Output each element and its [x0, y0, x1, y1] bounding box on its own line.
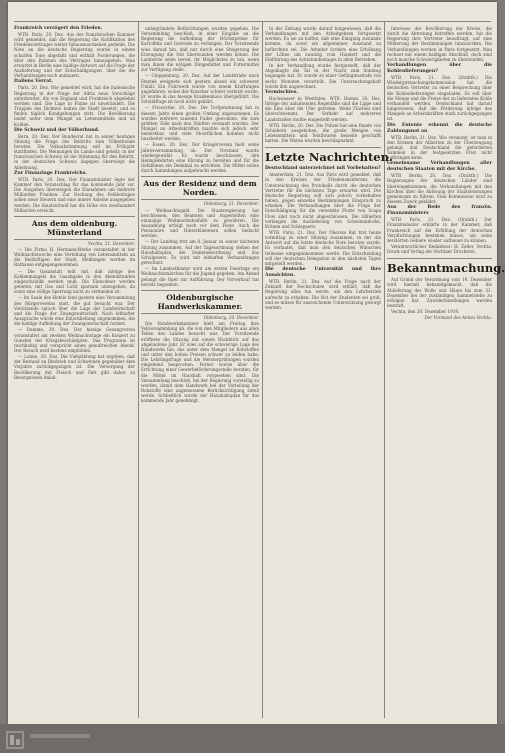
article-headline: Gemeinsame Verhandlungen aller deutschen Staaten mit der Kirche. [387, 161, 492, 173]
article-paragraph: Verantwortlicher Redakteur: H. Zeller, Vechta. Druck und Verlag der Vechtaer Druckerei. [387, 244, 492, 255]
article-paragraph: WTB. Berlin, 20. Dez. Die Polizei hat eine Bande von Schiebern ausgehoben, die große Mengen von Lebensmitteln und Textilwaren beiseite geschafft hatten. Die Waren wurden beschlagnahmt. [265, 122, 381, 144]
article-paragraph: — Im Saale des Hotels fand gestern eine Versammlung des Bürgervereins statt, die gut besucht war. Der Vorsitzende sprach über die Lage der Landwirtschaft und die Frage der Zwangswirtschaft. Nach lebhafter Aussprache wurde eine Entschließung angenommen, die die baldige Aufhebung der Zwangswirtschaft fordert. [14, 295, 135, 327]
article-paragraph: Auf Grund der Verordnung vom 19. Dezember wird hiermit bekanntgemacht, daß die Ablieferung der Wolle und Häute bis zum 31. Dezember bei der zuständigen Sammelstelle zu erfolgen hat. Zuwiderhandlungen werden bestraft. [387, 277, 492, 309]
article-paragraph: Vechta, den 20. Dezember 1919. [391, 309, 460, 315]
column-rule [384, 22, 385, 718]
section-header: Oldenburgische Handwerkskammer. [141, 290, 259, 314]
column-4 [387, 26, 505, 718]
large-headline: Letzte Nachrichten. [265, 147, 381, 164]
article-paragraph: Die Handwerkskammer hielt am Freitag ihre Vollversammlung ab, die von den Mitgliedern aus allen Teilen des Landes besucht war. Der Vorsitzende eröffnete die Sitzung mit einem Rückblick auf das abgelaufene Jahr. Er wies auf die schwierige Lage des Handwerks hin, das unter dem Mangel an Rohstoffen und unter den hohen Preisen schwer zu leiden habe. Die Lehrlingsfrage und die Meisterprüfungen wurden eingehend besprochen. Ferner wurde über die Errichtung einer Gewerbeförderungsstelle beraten, für die Mittel im Haushalt vorgesehen sind. Die Versammlung beschloß, bei der Regierung vorstellig zu werden, damit dem Handwerk bei der Verteilung der Rohstoffe eine angemessene Berücksichtigung zuteil werde. Schließlich wurde der Haushaltsplan für das kommende Jahr genehmigt. [141, 321, 259, 404]
article-paragraph: WTB. Paris, 21. Dez. (Drahtb.) Die Wiedergutmachungskommission hat die deutschen Vertreter zu einer Besprechung über die Kohlenlieferungen eingeladen. Es soll über die Menge und die Preise der zu liefernden Kohle verhandelt werden. Deutschland hat darauf hingewiesen, daß die Förderung infolge des Mangels an Arbeitskräften stark zurückgegangen ist. [387, 75, 492, 122]
article-headline: Die Schweiz und der Völkerbund. [14, 127, 100, 133]
article-headline: Vermischtes. [265, 89, 299, 95]
article-paragraph: — Damme, 20. Dez. Der hiesige Gesangverein veranstaltet am zweiten Weihnachtstage ein Konzert zu Gunsten der Kriegsbeschädigten. Das Programm ist reichhaltig und verspricht einen genußreichen Abend. Der Besuch wird bestens empfohlen. [14, 327, 135, 353]
article-paragraph: — Lohne, 20. Dez. Die Viehzählung hat ergeben, daß der Bestand an Rindvieh und Schweinen gegenüber dem Vorjahre zurückgegangen ist. Die Versorgung der Bevölkerung mit Fleisch und Fett gibt daher zu Besorgnissen Anlaß. [14, 354, 135, 380]
article-headline: Italiens Verrat. [14, 79, 53, 85]
column-rule [138, 22, 139, 718]
article-headline: Deutschland unterzeichnet mit Vorbehalten? [265, 166, 381, 172]
article-paragraph: — Weihnachtsgeld. Die Staatsregierung hat beschlossen, den Beamten und Angestellten eine einmalige Weihnachtsbeihilfe zu gewähren. Die Auszahlung erfolgt noch vor dem Feste. Auch die Pensionäre und Hinterbliebenen sollen bedacht werden. [141, 207, 259, 239]
article-paragraph: — Cloppenburg, 20. Dez. Auf der Landstraße nach Emstek ereignete sich gestern abend ein schwerer Unfall. Ein Fuhrwerk wurde von einem Kraftwagen angefahren, wobei der Kutscher schwer verletzt wurde. Er wurde in das hiesige Krankenhaus übergeführt. Die Schuldfrage ist noch nicht geklärt. [141, 73, 259, 105]
article-paragraph: In der Verhandlung wurde festgestellt, daß der Angeklagte die Tat in der Nacht zum Sonntag begangen hat. Er wurde zu einer Gefängnisstrafe von sechs Monaten verurteilt. Die Untersuchungshaft wurde ihm angerechnet. [265, 63, 381, 89]
column-3 [265, 26, 393, 718]
article-headline: Frankreich verzögert den Frieden. [14, 26, 103, 31]
newspaper-page [8, 2, 505, 724]
article-headline: Verhandlungen über die Kohlenlieferungen? [387, 63, 492, 75]
column-rule [262, 22, 263, 718]
article-paragraph: WTB. Berlin, 21. Dez. Wie verlautet, ist man in den Kreisen der Alliierten zu der Überzeugung gelangt, daß Deutschland die geforderten Summen in der festgesetzten Frist nicht aufbringen kann. [387, 134, 492, 161]
article-headline: Die deutsche Universität und ihre Aussichten. [265, 267, 381, 279]
article-paragraph: Amsterdam, 21. Dez. Aus Paris wird gemeldet, daß in den Kreisen der Friedenskonferenz die Unterzeichnung des Protokolls durch die deutschen Vertreter für die nächsten Tage erwartet wird. Die deutsche Regierung soll sich jedoch vorbehalten haben, gegen einzelne Bestimmungen Einspruch zu erheben. Die Verhandlungen über die Frage der Entschädigung für die versenkte Flotte von Scapa Flow sind noch nicht abgeschlossen. Die Alliierten verlangen die Auslieferung von Schwimmdocks, Kränen und Schleppern. [265, 172, 381, 229]
article-paragraph: WTB. Berlin, 21. Dez. Auf die Frage nach der Zukunft der Hochschulen wird erklärt, daß die Regierung alles tun werde, um den Lehrbetrieb aufrecht zu erhalten. Die Not der Studenten sei groß, und es müsse für ausreichende Unterstützung gesorgt werden. [265, 279, 381, 310]
article-paragraph: Interesse der Bevölkerung der Kreise, die durch die Abtretung betroffen werden, hat die Regierung ihre Vertreter beauftragt, auf eine Milderung der Bestimmungen hinzuwirken. Die Verhandlungen werden in Paris fortgesetzt. Man rechnet mit einem baldigen Abschluß, doch sind noch manche Schwierigkeiten zu überwinden. [387, 26, 492, 62]
large-headline: Bekanntmachung. [387, 258, 492, 275]
article-paragraph: unbegründete Befürchtungen wurden gegeben. Die Versammlung beschloß, in einer Eingabe an die Regierung die Aufhebung der Höchstpreise für Kartoffeln und Getreide zu verlangen. Der Vorsitzende wies darauf hin, daß nur durch eine Steigerung der Erzeugung die Not überwunden werden könne. Die Landwirte seien bereit, ihr Möglichstes zu tun, wenn man ihnen die nötigen Düngemittel und Futtermittel zur Verfügung stelle. [141, 26, 259, 73]
scan-marker-bar [30, 734, 90, 738]
section-header: Aus der Residenz und dem Norden. [141, 176, 259, 200]
article-paragraph: — Im Landestheater wird am ersten Feiertage ein Weihnachtsmärchen für die Jugend gegeben. Am Abend gelangt die Oper zur Aufführung. Der Vorverkauf hat bereits begonnen. [141, 266, 259, 287]
article-headline: Die Entente erkennt die deutsche Zahlungsnot an [387, 122, 492, 134]
article-paragraph: WTB. Paris, 21. Dez. Der Oberste Rat trat heute vormittag zu einer Sitzung zusammen, in der die Antwort auf die letzte deutsche Note beraten wurde. Es verlautet, daß man den deutschen Wünschen teilweise entgegenkommen werde. Die Entscheidung soll der deutschen Delegation in den nächsten Tagen mitgeteilt werden. [265, 230, 381, 266]
article-paragraph: WTB. Paris, 21. Dez. (Drahtb.) Der Finanzminister erklärte in der Kammer, daß Frankreich auf die Erfüllung der deutschen Verpflichtungen bestehen müsse, um seine zerstörten Gebiete wieder aufbauen zu können. [387, 217, 492, 243]
signature-line: Der Vorstand des Amtes Vechta. [424, 315, 492, 321]
article-paragraph: — Essen, 20. Dez. Der Kriegerverein hielt seine Jahresversammlung ab. Der Vorstand wurde wiedergewählt. Es wurde beschlossen, den Heimgekehrten eine Ehrung zu bereiten und für die Gefallenen ein Denkmal zu errichten. Die Mittel sollen durch Sammlungen aufgebracht werden. [141, 142, 259, 174]
header-rule [14, 21, 491, 22]
article-paragraph: — Die Gasanstalt teilt mit, daß infolge des Kohlenmangels die Gasabgabe in den Abendstunden eingeschränkt werden muß. Die Einwohner werden gebeten, mit Gas und Licht sparsam umzugehen, da sonst eine völlige Sperrung nicht zu vermeiden ist. [14, 268, 135, 295]
dateline: Vechta, 21. Dezember. [88, 240, 135, 246]
dateline: Oldenburg, 20. Dezember. [203, 314, 259, 320]
section-header: Aus dem oldenburg. Münsterland [14, 216, 135, 240]
article-paragraph: WTB. Paris, 20. Dez. Aus der französischen Kammer wird gemeldet, daß die Regierung die Ratifikation des Friedensvertrages weiter hinauszuschieben gedenkt. Die Note an die deutsche Regierung wurde in einem scharfen Tone abgefaßt und enthält Forderungen, die über den Rahmen des Vertrages hinausgehen. Man erwartet in Berlin eine baldige Antwort auf die Frage der Auslieferung und der Entschädigungen, über die die Verhandlungen noch andauern. [14, 32, 135, 79]
scanner-background [0, 724, 505, 753]
article-paragraph: In der Zeitung wurde darauf hingewiesen, daß die Verhandlungen mit den Arbeitgebern fortgesetzt werden. Es sei zu hoffen, daß eine Einigung zustande komme, da sonst ein allgemeiner Ausstand zu befürchten sei. Die Arbeiter fordern eine Erhöhung der Löhne um zwanzig vom Hundert und die Einführung des Achtstundentages in allen Betrieben. [265, 26, 381, 62]
dateline: Oldenburg, 21. Dezember. [203, 201, 259, 207]
article-paragraph: WTB. Berlin, 20. Dez. (Drahtb.) Die Regierungen der deutschen Länder sind übereingekommen, die Verhandlungen mit den Kirchen über die Ablösung der Staatsleistungen gemeinsam zu führen. Eine Kommission wird zu diesem Zweck gebildet. [387, 173, 492, 205]
article-paragraph: — Der Landtag tritt am 8. Januar zu seiner nächsten Sitzung zusammen. Auf der Tagesordnung stehen der Haushaltsplan, die Gemeindeordnung und das Schulgesetz. Es wird mit lebhaften Verhandlungen gerechnet. [141, 239, 259, 266]
article-paragraph: Paris, 20. Dez. Wie gemeldet wird, hat die italienische Regierung in der Frage der Adria neue Vorschläge unterbreitet, die von England und Frankreich abgelehnt worden sind. Die Lage in Fiume ist unverändert. Die Truppen des Dichters halten die Stadt besetzt, und es finden täglich Kundgebungen statt. Die Bevölkerung leidet unter dem Mangel an Lebensmitteln und an Kohlen. [14, 85, 135, 127]
article-paragraph: WTB. Paris, 20. Dez. Der Finanzminister legte der Kammer den Voranschlag für das kommende Jahr vor. Die Ausgaben übersteigen die Einnahmen um mehrere Milliarden Franken. Zur Deckung des Fehlbetrages sollen neue Steuern und eine innere Anleihe ausgegeben werden. Die Staatsschuld hat die Höhe von zweihundert Milliarden erreicht. [14, 176, 135, 213]
library-logo-icon [6, 731, 24, 749]
article-paragraph: — Die Firma H. Hermann-Werke veranstaltet in der Weihnachtswoche eine Verteilung von Lebensmitteln an die Bedürftigen der Stadt. Meldungen werden im Rathause entgegengenommen. [14, 247, 135, 268]
article-paragraph: Hochwasser in Westfalen. WTB. Hamm, 20. Dez. Infolge der anhaltenden Regenfälle sind die Lippe und die Ems über die Ufer getreten. Weite Flächen sind überschwemmt. Der Verkehr auf mehreren Landstraßen mußte eingestellt werden. [265, 95, 381, 122]
article-headline: Zur Finanzlage Frankreichs. [14, 170, 87, 176]
article-paragraph: Bern, 20. Dez. Der Bundesrat hat in seiner heutigen Sitzung die Frage des Beitritts zum Völkerbunde beraten. Die Volksabstimmung soll im Frühjahr stattfinden. Die Meinungen im Lande sind geteilt; in der französischen Schweiz ist die Stimmung für den Beitritt, in der deutschen Schweiz dagegen überwiegt die Ablehnung. [14, 133, 135, 170]
column-2 [141, 26, 259, 718]
article-paragraph: — Friesoythe, 20. Dez. Die Torfgewinnung hat in diesem Jahre einen großen Umfang angenommen. Es wurden mehrere tausend Fuder gewonnen, die zum größten Teile nach den Städten versandt wurden. Der Mangel an Arbeitskräften machte sich jedoch sehr bemerkbar, und viele Moorflächen konnten nicht bearbeitet werden. [141, 105, 259, 142]
article-headline: Aus der Rede des französ. Finanzministers [387, 205, 492, 217]
column-1 [14, 26, 135, 718]
